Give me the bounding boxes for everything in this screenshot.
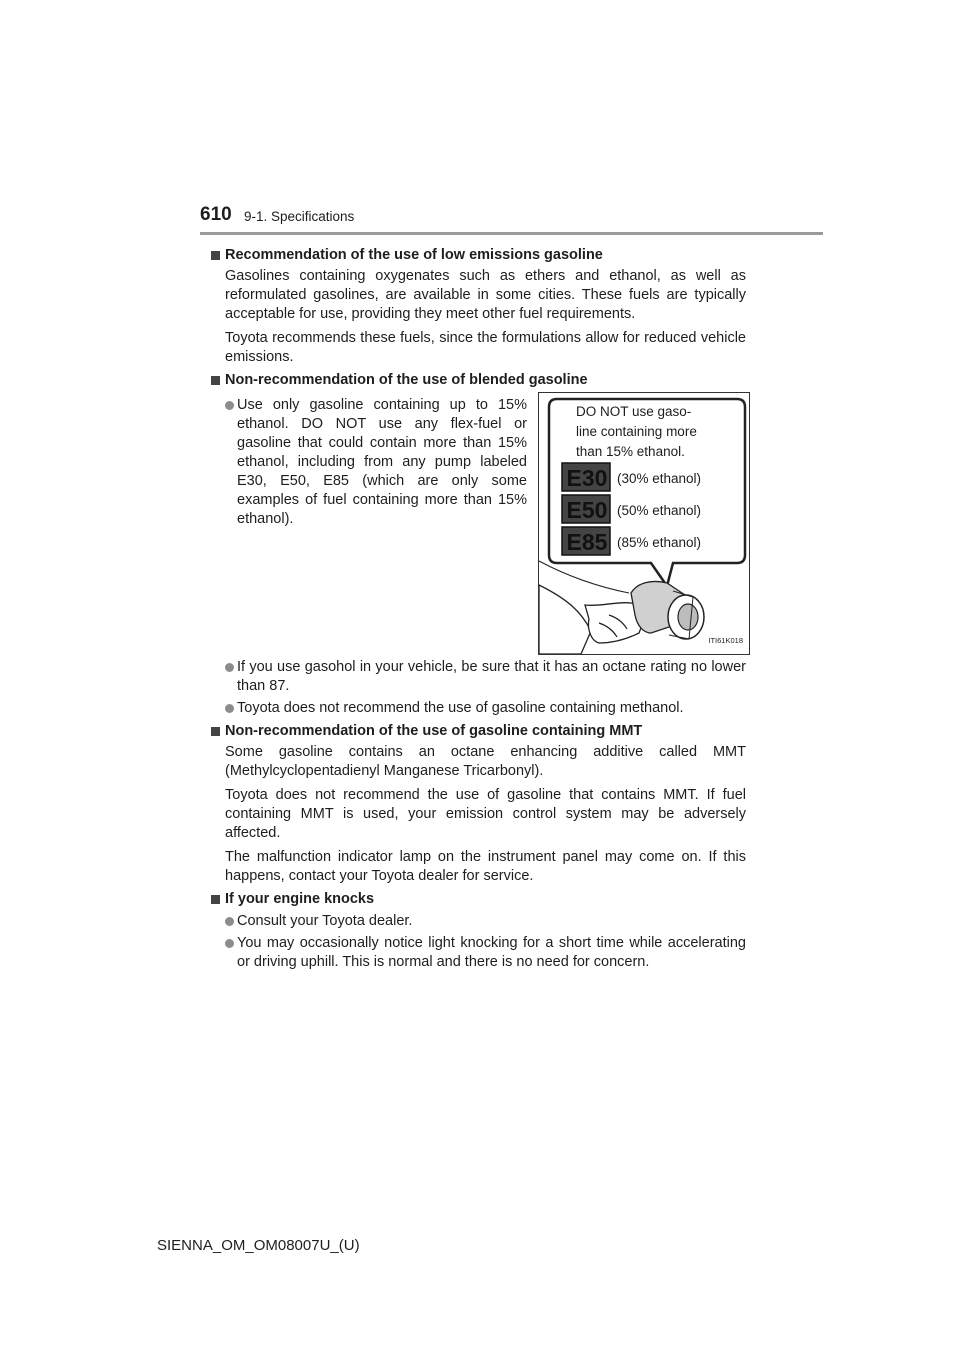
e50-label: E50: [566, 497, 608, 523]
main-content: [211, 242, 746, 972]
ethanol-warning-figure: [538, 392, 750, 655]
heading-low-emissions: Recommendation of the use of low emissions gasoline: [211, 246, 746, 265]
bullet-item: You may occasionally notice light knocking for a short time while accelerating or driving uphill. This is normal and there is no need for concern.: [211, 934, 746, 972]
e30-desc: (30% ethanol): [617, 471, 702, 486]
paragraph: Toyota does not recommend the use of gasoline that contains MMT. If fuel containing MMT is used, your emission control system may be adversely affected.: [225, 787, 746, 841]
bullet-item: If you use gasohol in your vehicle, be sure that it has an octane rating no lower than 87.: [211, 658, 746, 696]
bullet-item: Consult your Toyota dealer.: [211, 912, 746, 931]
bullet-item: Toyota does not recommend the use of gasoline containing methanol.: [211, 699, 746, 718]
document-code: SIENNA_OM_OM08007U_(U): [157, 1237, 360, 1254]
warning-text: DO NOT use gaso- line containing more than 15% ethanol.: [576, 404, 697, 459]
e30-label: E30: [566, 465, 608, 491]
paragraph: Toyota recommends these fuels, since the formulations allow for reduced vehicle emissions.: [225, 330, 746, 365]
heading-blended-gasoline: Non-recommendation of the use of blended gasoline: [211, 371, 746, 390]
heading-engine-knocks: If your engine knocks: [211, 890, 746, 909]
section-title: 9-1. Specifications: [244, 209, 355, 224]
bullet-figure-row: [211, 392, 746, 655]
paragraph: Some gasoline contains an octane enhancing additive called MMT (Methylcyclopentadienyl Manganese Tricarbonyl).: [225, 744, 746, 779]
paragraph: The malfunction indicator lamp on the instrument panel may come on. If this happens, contact your Toyota dealer for service.: [225, 849, 746, 884]
bullet-item: Use only gasoline containing up to 15% ethanol. DO NOT use any flex-fuel or gasoline that could contain more than 15% ethanol, including from any pump labeled E30, E50, E85 (which are only some examples of fuel containing more than 15% ethanol).: [211, 396, 527, 655]
heading-mmt: Non-recommendation of the use of gasoline containing MMT: [211, 722, 746, 741]
header-rule: [200, 232, 823, 235]
e85-label: E85: [566, 529, 608, 555]
paragraph: Gasolines containing oxygenates such as ethers and ethanol, as well as reformulated gasolines, are available in some cities. These fuels are typically acceptable for use, providing they meet other fuel requirements.: [225, 268, 746, 322]
e85-desc: (85% ethanol): [617, 535, 702, 550]
figure-id: ITI61K018: [708, 636, 743, 645]
page-number: 610: [200, 204, 232, 225]
e50-desc: (50% ethanol): [617, 503, 702, 518]
